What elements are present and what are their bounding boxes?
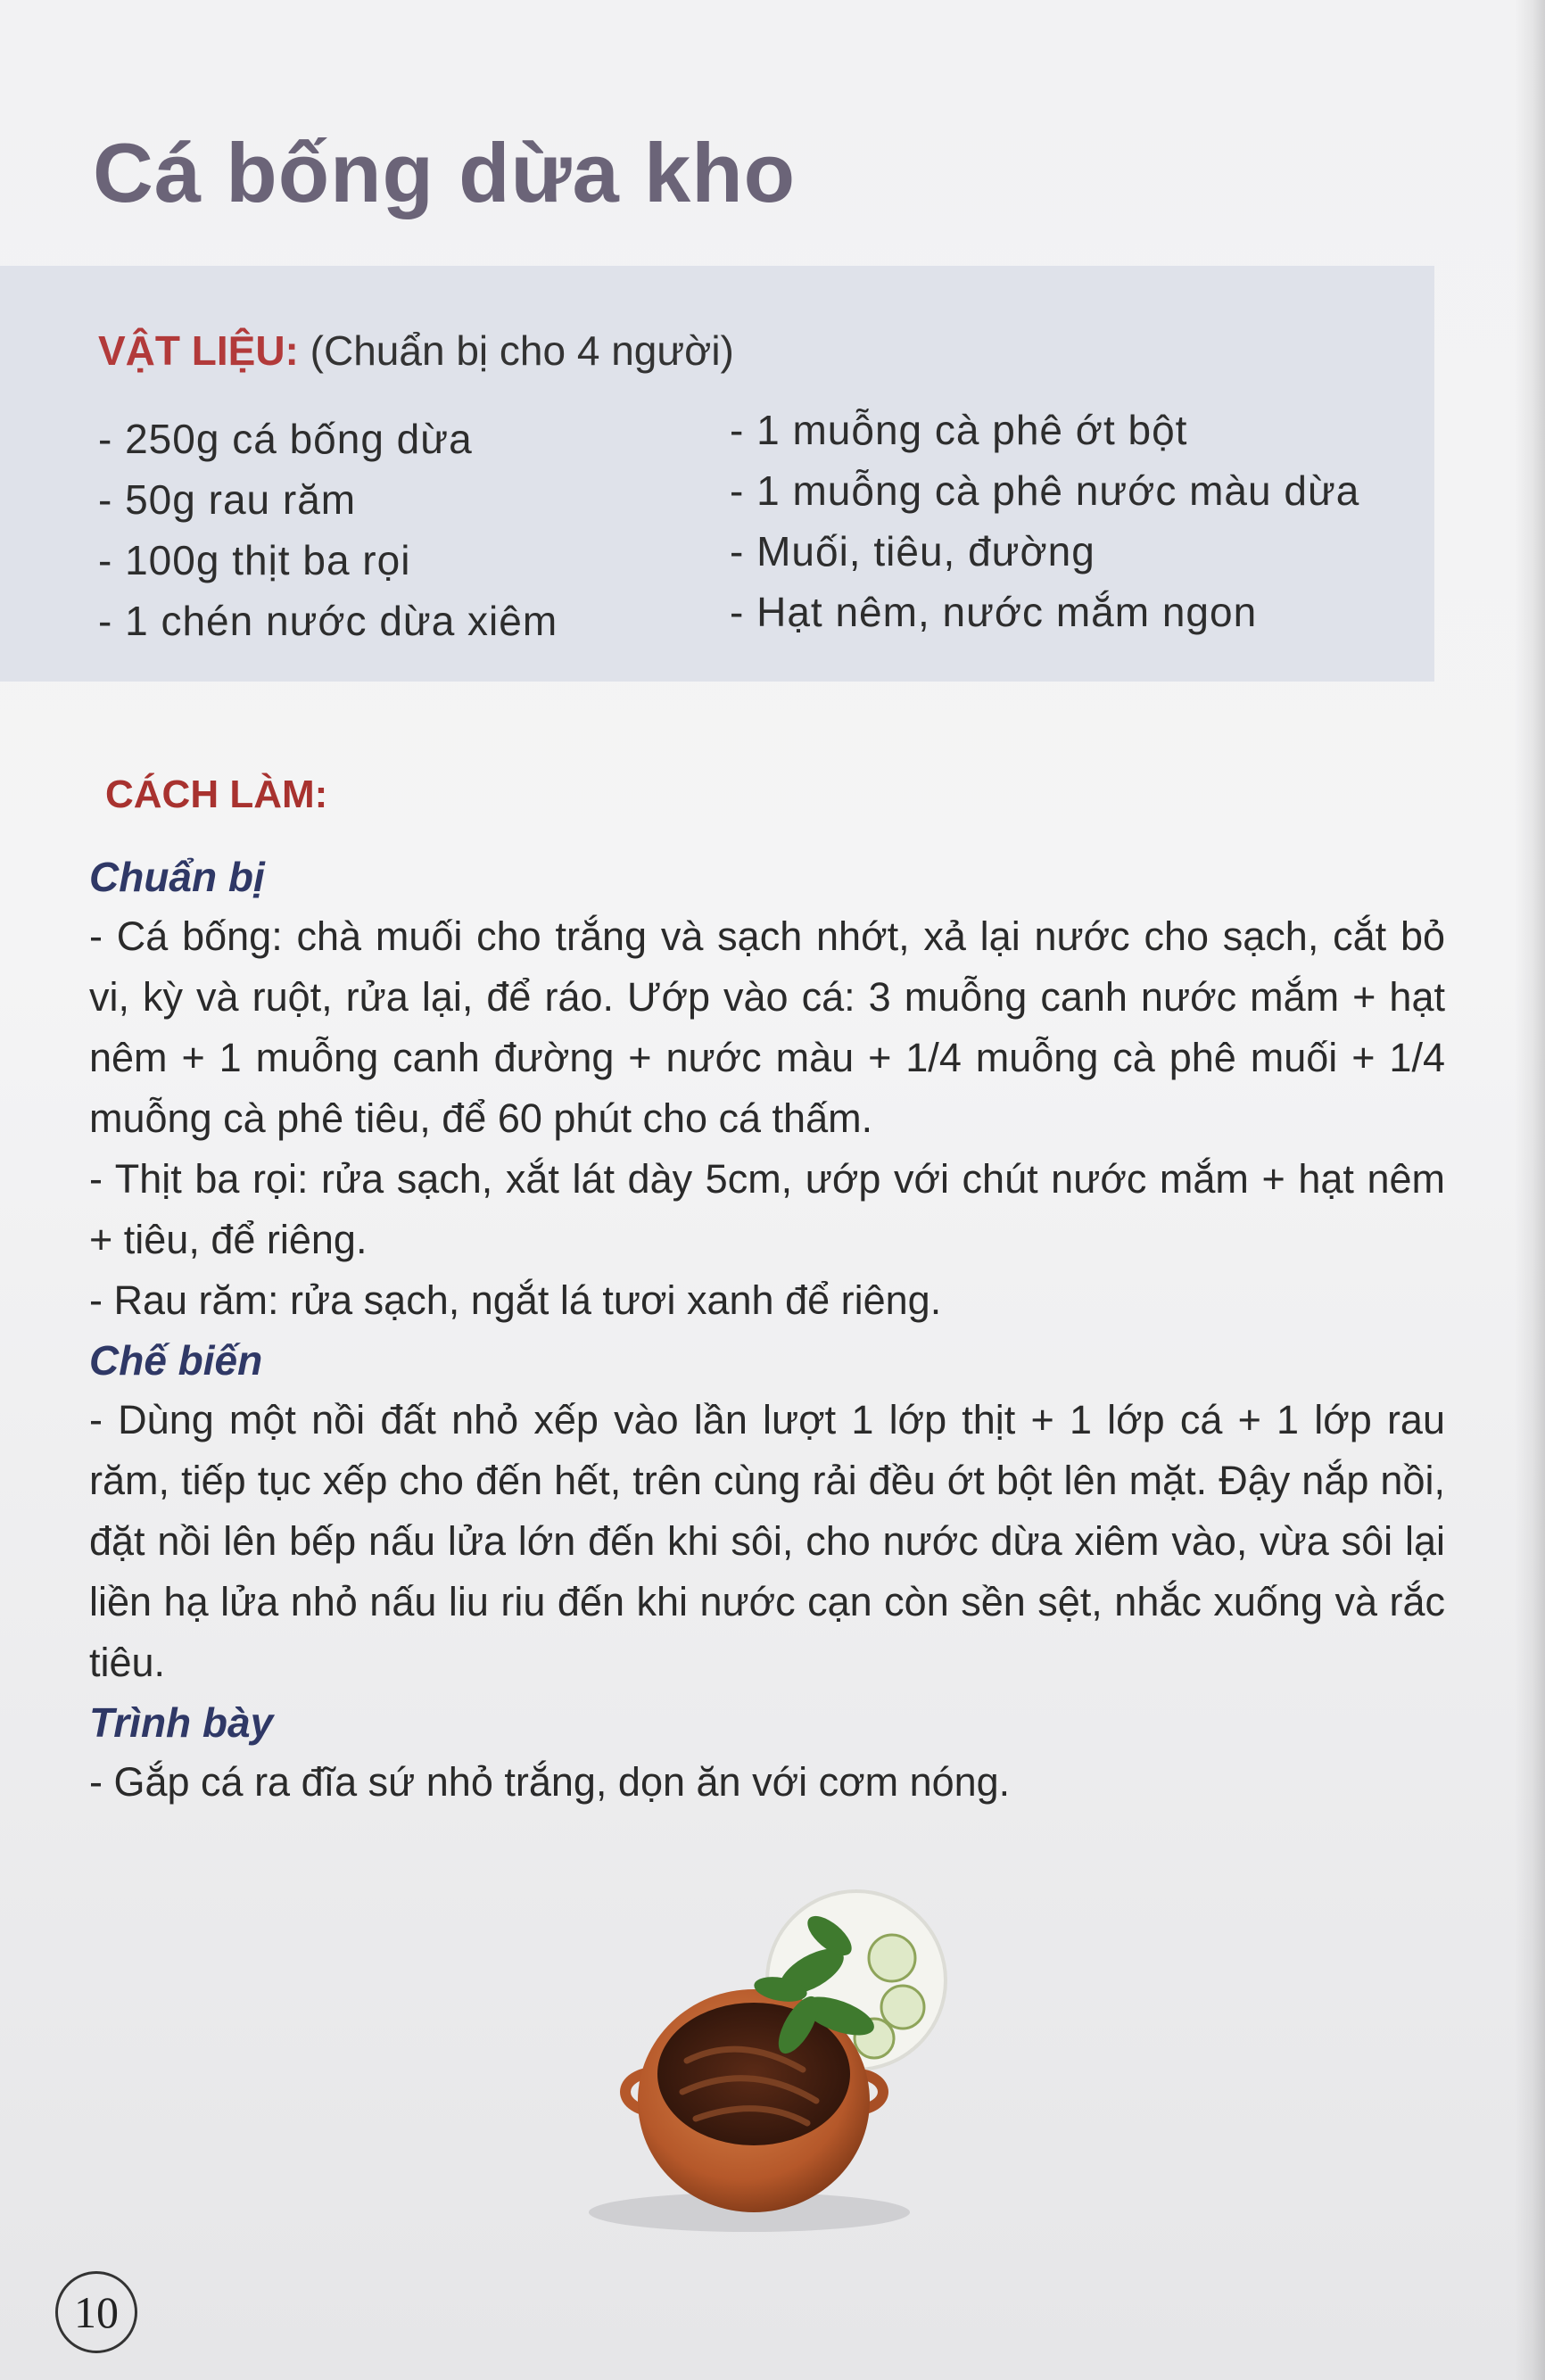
prep-step-fish: - Cá bống: chà muối cho trắng và sạch nhớt, xả lại nước cho sạch, cắt bỏ vi, kỳ và ruột, rửa lại, để ráo. Ướp vào cá: 3 muỗng canh nước mắm + hạt nêm + 1 muỗng canh đường + nước màu + 1/4 muỗng cà phê muối + 1/4 muỗng cà phê tiêu, để 60 phút cho cá thấm. bbox=[89, 913, 1445, 1141]
ingredient-item: - 250g cá bống dừa bbox=[98, 416, 473, 462]
ingredient-item: - Muối, tiêu, đường bbox=[730, 528, 1095, 574]
page-number: 10 bbox=[74, 2287, 119, 2337]
method-heading: CÁCH LÀM: bbox=[105, 773, 328, 816]
ingredients-list-left bbox=[98, 409, 558, 651]
cook-step: - Dùng một nồi đất nhỏ xếp vào lần lượt 1 lớp thịt + 1 lớp cá + 1 lớp rau răm, tiếp tục xếp cho đến hết, trên cùng rải đều ớt bột lên mặt. Đậy nắp nồi, đặt nồi lên bếp nấu lửa lớn đến khi sôi, cho nước dừa xiêm vào, vừa sôi lại liền hạ lửa nhỏ nấu liu riu đến khi nước cạn còn sền sệt, nhắc xuống và rắc tiêu. bbox=[89, 1397, 1445, 1685]
method-section bbox=[89, 847, 1445, 1813]
ingredient-item: - 1 chén nước dừa xiêm bbox=[98, 598, 558, 644]
ingredients-heading bbox=[98, 326, 734, 375]
prep-step-pork: - Thịt ba rọi: rửa sạch, xắt lát dày 5cm, ướp với chút nước mắm + hạt nêm + tiêu, để riêng. bbox=[89, 1156, 1445, 1262]
serve-subheading: Trình bày bbox=[89, 1699, 274, 1746]
page-edge-shadow bbox=[1515, 0, 1545, 2380]
ingredients-label: VẬT LIỆU: bbox=[98, 327, 299, 374]
serve-step: - Gắp cá ra đĩa sứ nhỏ trắng, dọn ăn với cơm nóng. bbox=[89, 1759, 1011, 1805]
page-number-badge bbox=[55, 2271, 137, 2353]
prep-subheading: Chuẩn bị bbox=[89, 854, 265, 900]
ingredient-item: - 100g thịt ba rọi bbox=[98, 537, 411, 583]
ingredients-box bbox=[0, 266, 1434, 682]
recipe-title: Cá bống dừa kho bbox=[93, 126, 797, 219]
dish-photo-illustration bbox=[571, 1882, 999, 2239]
servings-note: (Chuẩn bị cho 4 người) bbox=[310, 327, 734, 374]
cook-subheading: Chế biến bbox=[89, 1337, 263, 1384]
ingredient-item: - Hạt nêm, nước mắm ngon bbox=[730, 589, 1258, 635]
prep-step-herb: - Rau răm: rửa sạch, ngắt lá tươi xanh để riêng. bbox=[89, 1277, 942, 1323]
ingredients-list-right bbox=[730, 400, 1359, 642]
ingredient-item: - 1 muỗng cà phê ớt bột bbox=[730, 407, 1188, 453]
ingredient-item: - 50g rau răm bbox=[98, 476, 357, 523]
ingredient-item: - 1 muỗng cà phê nước màu dừa bbox=[730, 467, 1360, 514]
